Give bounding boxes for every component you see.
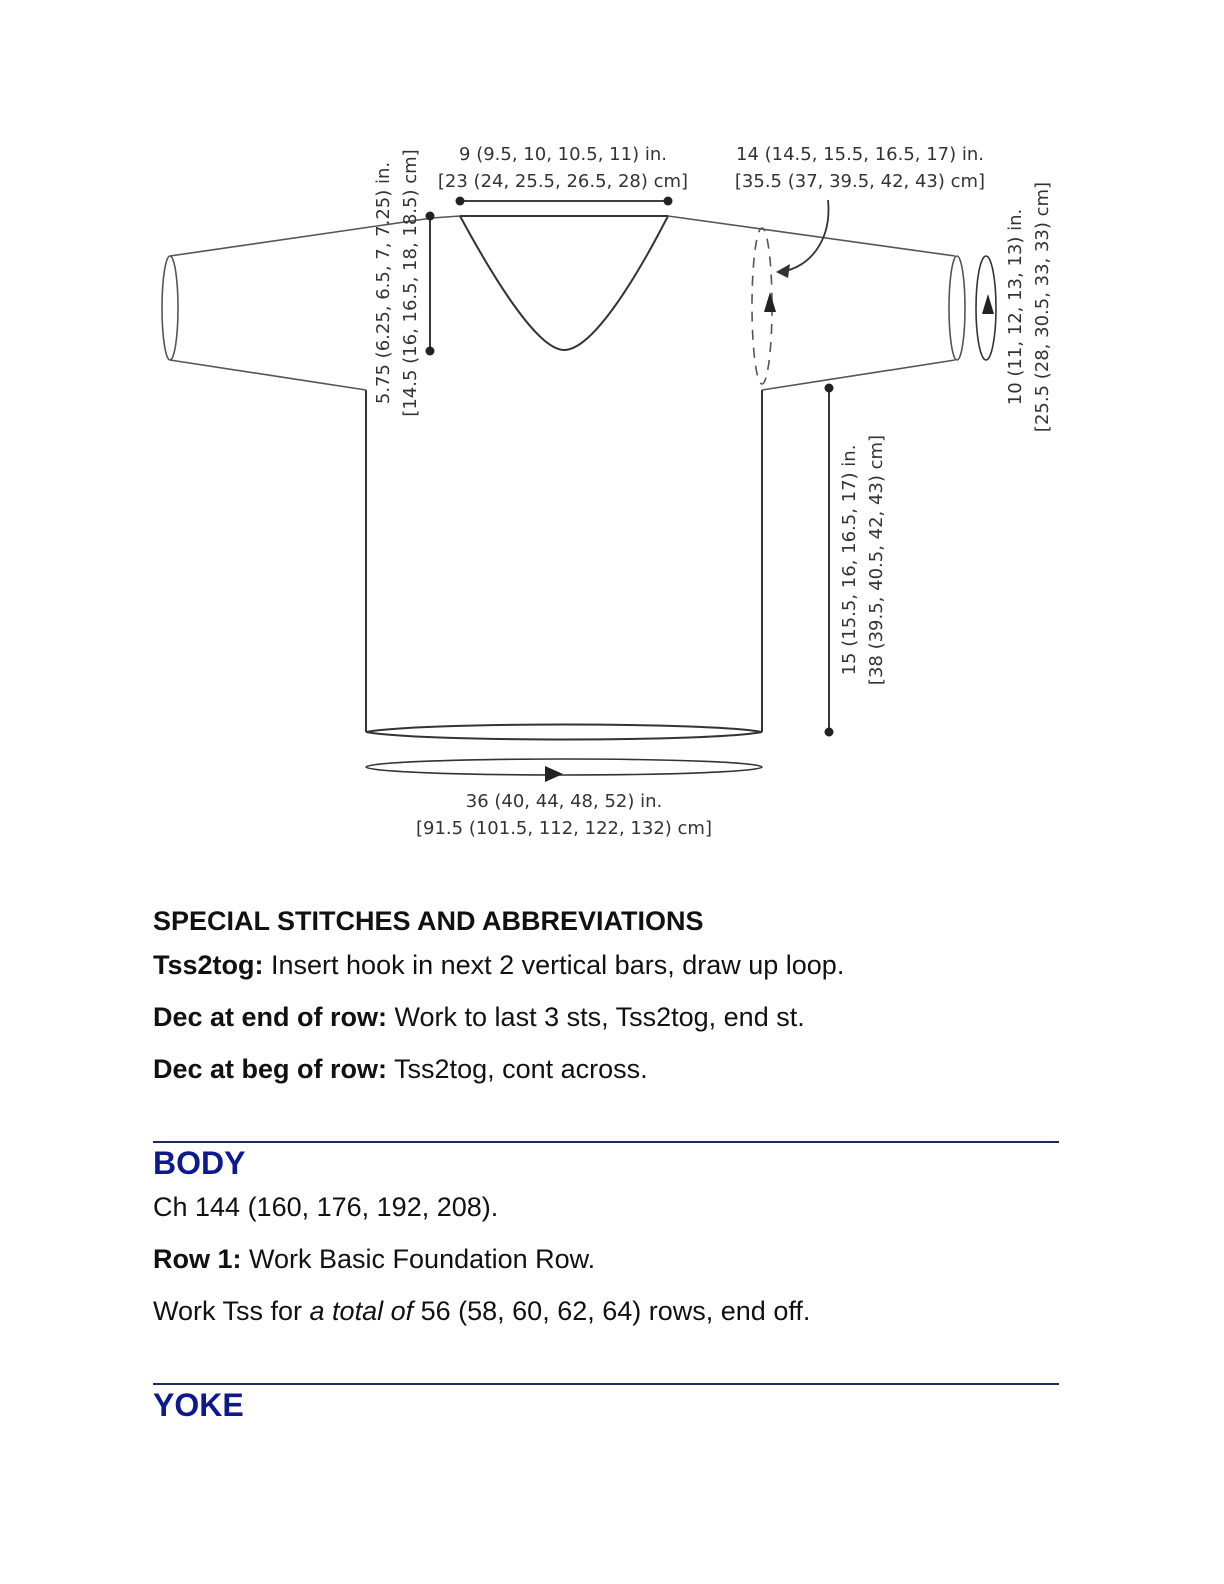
upper-arm-arrow [764,292,776,312]
pointer-arrowhead [776,264,790,278]
abbrev-text: Insert hook in next 2 vertical bars, draw up loop. [263,950,845,980]
neck-depth-label: 5.75 (6.25, 6.5, 7, 7.25) in. [373,161,394,405]
total-rows-pre: Work Tss for [153,1296,310,1326]
cuff-label: 10 (11, 12, 13, 13) in. [1005,208,1026,406]
total-rows-post: 56 (58, 60, 62, 64) rows, end off. [413,1296,811,1326]
abbrev-tss2tog [153,950,844,981]
hip-label: 36 (40, 44, 48, 52) in. [465,791,663,812]
neck-width-dot-right [664,197,673,206]
right-sleeve [668,216,955,390]
abbrev-term: Dec at end of row: [153,1002,388,1032]
garment-outline [366,390,762,740]
neck-width-label-cm: [23 (24, 25.5, 26.5, 28) cm] [437,171,689,192]
abbrev-text: Tss2tog, cont across. [387,1054,648,1084]
yoke-section-title: YOKE [153,1387,244,1423]
abbrev-term: Dec at beg of row: [153,1054,388,1084]
body-length-label-cm: [38 (39.5, 40.5, 42, 43) cm] [866,434,887,686]
cuff-label-cm: [25.5 (28, 30.5, 33, 33) cm] [1032,181,1053,433]
row1-term: Row 1: [153,1244,242,1274]
body-length-label: 15 (15.5, 16, 16.5, 17) in. [839,444,860,676]
body-total-rows-line [153,1296,810,1327]
abbrev-dec-end [153,1002,805,1033]
left-cuff [162,256,178,360]
body-chain-line: Ch 144 (160, 176, 192, 208). [153,1192,499,1222]
abbrev-text: Work to last 3 sts, Tss2tog, end st. [387,1002,805,1032]
body-row1-line [153,1244,595,1275]
cuff-arrow [982,294,994,314]
hip-arrow [545,766,563,782]
neck-depth-dot-bottom [426,347,435,356]
section-divider [153,1141,1059,1143]
neck-width-dot-left [456,197,465,206]
body-length-dot-top [825,384,834,393]
right-cuff [949,256,965,360]
hip-circumference [366,759,762,775]
section-divider [153,1383,1059,1385]
abbrev-term: Tss2tog: [153,950,264,980]
total-rows-em: a total of [309,1296,414,1326]
neckline [460,216,668,350]
abbrev-dec-beg [153,1054,648,1085]
special-stitches-title: SPECIAL STITCHES AND ABBREVIATIONS [153,906,704,936]
row1-text: Work Basic Foundation Row. [241,1244,596,1274]
hip-label-cm: [91.5 (101.5, 112, 122, 132) cm] [416,818,712,839]
body-section-title: BODY [153,1145,246,1181]
neck-depth-dot-top [426,212,435,221]
body-length-dot-bottom [825,728,834,737]
upper-sleeve-label: 14 (14.5, 15.5, 16.5, 17) in. [736,144,984,165]
neck-width-label: 9 (9.5, 10, 10.5, 11) in. [459,144,667,165]
neck-depth-label-cm: [14.5 (16, 16.5, 18, 18.5) cm] [400,149,421,417]
pointer-arrow [780,200,828,272]
upper-sleeve-label-cm: [35.5 (37, 39.5, 42, 43) cm] [734,171,986,192]
